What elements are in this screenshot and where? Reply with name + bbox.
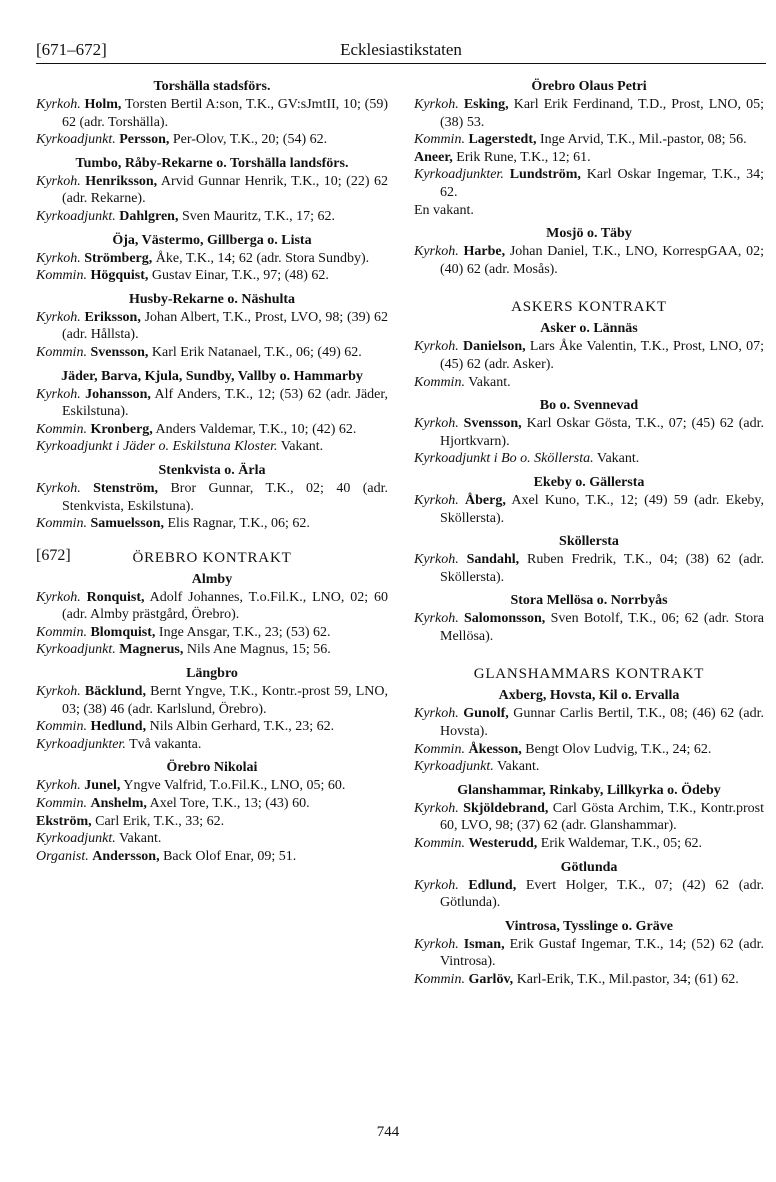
entry-name: Lundström, bbox=[509, 167, 581, 183]
clergy-entry bbox=[414, 96, 764, 131]
parish-heading: Örebro Nikolai bbox=[166, 760, 258, 776]
entry-name: Westerudd, bbox=[468, 836, 538, 852]
parish-section bbox=[414, 782, 764, 853]
clergy-entry bbox=[36, 777, 388, 795]
parish-heading: Örebro Olaus Petri bbox=[531, 79, 647, 94]
entry-text: Evert Holger, T.K., 07; (42) 62 (adr. Götlunda). bbox=[440, 877, 765, 911]
right-kontrakts bbox=[414, 296, 764, 988]
parish-heading: Längbro bbox=[186, 666, 238, 682]
entry-text: Gustav Einar, T.K., 97; (48) 62. bbox=[151, 268, 329, 284]
entry-role: Kommin. bbox=[414, 741, 465, 757]
clergy-entry bbox=[36, 624, 388, 642]
clergy-entry bbox=[414, 758, 764, 776]
entry-text: Erik Gustaf Ingemar, T.K., 14; (52) 62 (adr. Vintrosa). bbox=[440, 936, 765, 970]
parish-heading: Husby-Rekarne o. Näshulta bbox=[128, 291, 296, 307]
entry-text: Lars Åke Valentin, T.K., Prost, LNO, 07; (45) 62 (adr. Asker). bbox=[440, 339, 765, 372]
header-rule bbox=[36, 63, 766, 64]
entry-name: Edlund, bbox=[468, 877, 517, 893]
parish-heading: Almby bbox=[191, 571, 233, 587]
clergy-entry bbox=[414, 415, 764, 450]
parish-section bbox=[414, 474, 764, 527]
entry-text: Karl Oskar Ingemar, T.K., 34; 62. bbox=[440, 167, 765, 200]
entry-role: Kommin. bbox=[36, 624, 87, 640]
parish-heading: Asker o. Lännäs bbox=[540, 321, 638, 337]
entry-text: Elis Ragnar, T.K., 06; 62. bbox=[167, 516, 310, 532]
entry-name: Holm, bbox=[84, 97, 122, 112]
parish-heading: Stenkvista o. Ärla bbox=[158, 462, 266, 478]
parish-section bbox=[36, 155, 388, 226]
entry-role: Kyrkoh. bbox=[414, 877, 459, 893]
clergy-entry bbox=[36, 589, 388, 624]
entry-text: Vakant. bbox=[596, 451, 640, 467]
clergy-entry bbox=[36, 421, 388, 439]
clergy-entry bbox=[36, 386, 388, 421]
clergy-entry bbox=[414, 149, 764, 167]
running-title: Ecklesiastikstaten bbox=[340, 40, 462, 59]
entry-text: Vakant. bbox=[496, 759, 540, 775]
entry-text: Erik Rune, T.K., 12; 61. bbox=[456, 149, 591, 165]
entry-text: Nils Ane Magnus, 15; 56. bbox=[186, 642, 331, 658]
parish-heading: Öja, Västermo, Gillberga o. Lista bbox=[112, 232, 312, 248]
clergy-entry bbox=[414, 338, 764, 373]
kontrakt-blocks bbox=[414, 687, 764, 988]
clergy-entry bbox=[36, 267, 388, 285]
entry-role: Kyrkoh. bbox=[36, 589, 81, 605]
kontrakt-title: GLANSHAMMARS KONTRAKT bbox=[473, 666, 705, 683]
entry-text: Alf Anders, T.K., 12; (53) 62 (adr. Jäder, Eskilstuna). bbox=[62, 386, 389, 420]
entry-role: Kyrkoh. bbox=[414, 936, 459, 952]
parish-heading: Tumbo, Råby-Rekarne o. Torshälla landsförs. bbox=[75, 155, 349, 171]
clergy-entry bbox=[414, 551, 764, 586]
entry-role: Kyrkoadjunkt. bbox=[414, 759, 494, 775]
entry-name: Svensson, bbox=[463, 416, 522, 432]
entry-name: Strömberg, bbox=[84, 250, 153, 266]
entry-name: Gunolf, bbox=[463, 706, 509, 722]
parish-heading: Glanshammar, Rinkaby, Lillkyrka o. Ödeby bbox=[457, 782, 721, 798]
entry-role: Kyrkoh. bbox=[36, 778, 81, 794]
entry-name: Svensson, bbox=[90, 344, 149, 360]
entry-text: Inge Arvid, T.K., Mil.-pastor, 08; 56. bbox=[540, 132, 747, 148]
parish-section bbox=[414, 397, 764, 468]
entry-name: Sandahl, bbox=[466, 552, 520, 568]
entry-role: Kyrkoadjunkt i Jäder o. Eskilstuna Kloster. bbox=[36, 439, 278, 455]
entry-role: Kyrkoh. bbox=[414, 97, 459, 112]
parish-heading: Stora Mellösa o. Norrbyås bbox=[510, 593, 668, 609]
entry-name: Lagerstedt, bbox=[468, 132, 537, 148]
entry-role: Kommin. bbox=[36, 344, 87, 360]
entry-text: Bror Gunnar, T.K., 02; 40 (adr. Stenkvista, Eskilstuna). bbox=[62, 480, 388, 514]
entry-role: Kyrkoh. bbox=[36, 684, 81, 700]
clergy-entry bbox=[36, 173, 388, 208]
clergy-entry bbox=[414, 741, 764, 759]
clergy-entry bbox=[36, 641, 388, 659]
entry-text: Gunnar Carlis Bertil, T.K., 08; (46) 62 (adr. Hovsta). bbox=[440, 706, 764, 740]
entry-name: Salomonsson, bbox=[463, 611, 546, 627]
entry-text: Två vakanta. bbox=[129, 736, 202, 752]
entry-text: Johan Albert, T.K., Prost, LVO, 98; (39) 62 (adr. Hållsta). bbox=[62, 309, 389, 343]
clergy-entry bbox=[36, 795, 388, 813]
entry-name: Eriksson, bbox=[84, 309, 141, 325]
entry-role: Kommin. bbox=[36, 268, 87, 284]
entry-name: Anshelm, bbox=[90, 796, 147, 812]
clergy-entry bbox=[414, 936, 764, 971]
entry-role: Kyrkoadjunkt i Bo o. Sköllersta. bbox=[414, 451, 594, 467]
entry-role: Kyrkoh. bbox=[414, 339, 459, 355]
clergy-entry bbox=[414, 243, 764, 278]
entry-name: Skjöldebrand, bbox=[463, 800, 549, 816]
entry-name: Åberg, bbox=[465, 492, 506, 508]
entry-role: Kommin. bbox=[36, 516, 87, 532]
page-number: 744 bbox=[376, 1124, 400, 1140]
clergy-entry bbox=[36, 309, 388, 344]
entry-text: Bengt Olov Ludvig, T.K., 24; 62. bbox=[525, 741, 712, 757]
clergy-entry bbox=[414, 492, 764, 527]
clergy-entry bbox=[36, 438, 388, 456]
clergy-entry bbox=[36, 813, 388, 831]
right-blocks bbox=[414, 78, 764, 278]
kontrakt-title: ÖREBRO KONTRAKT bbox=[132, 549, 292, 566]
entry-name: Harbe, bbox=[463, 244, 506, 260]
entry-name: Ronquist, bbox=[86, 589, 145, 605]
parish-section bbox=[36, 368, 388, 456]
entry-text: Åke, T.K., 14; 62 (adr. Stora Sundby). bbox=[155, 250, 370, 266]
entry-text: Inge Ansgar, T.K., 23; (53) 62. bbox=[158, 624, 331, 640]
clergy-entry bbox=[36, 96, 388, 131]
entry-text: Torsten Bertil A:son, T.K., GV:sJmtII, 10; (59) 62 (adr. Torshälla). bbox=[62, 97, 389, 130]
entry-role: Kyrkoadjunkter. bbox=[36, 736, 126, 752]
parish-section bbox=[36, 462, 388, 533]
entry-text: Anders Valdemar, T.K., 10; (42) 62. bbox=[155, 421, 357, 437]
entry-role: Kyrkoadjunkt. bbox=[36, 208, 116, 224]
entry-name: Åkesson, bbox=[468, 741, 522, 757]
entry-name: Stenström, bbox=[93, 480, 159, 496]
entry-text: Karl Erik Ferdinand, T.D., Prost, LNO, 05; (38) 53. bbox=[440, 97, 764, 130]
entry-name: Aneer, bbox=[414, 149, 453, 165]
entry-role: Kyrkoh. bbox=[36, 97, 81, 112]
clergy-entry bbox=[414, 166, 764, 201]
entry-name: Junel, bbox=[84, 778, 121, 794]
parish-heading: Vintrosa, Tysslinge o. Gräve bbox=[505, 918, 673, 934]
entry-role: Kommin. bbox=[36, 796, 87, 812]
entry-text: Karl-Erik, T.K., Mil.pastor, 34; (61) 62. bbox=[516, 972, 739, 987]
parish-heading: Torshälla stadsförs. bbox=[153, 79, 271, 94]
entry-role: Organist. bbox=[36, 848, 89, 864]
parish-section bbox=[414, 918, 764, 989]
entry-text: Axel Kuno, T.K., 12; (49) 59 (adr. Ekeby, Sköllersta). bbox=[440, 492, 765, 526]
parish-heading: Ekeby o. Gällersta bbox=[533, 474, 645, 490]
entry-text: Sven Botolf, T.K., 06; 62 (adr. Stora Mellösa). bbox=[440, 611, 765, 644]
left-column bbox=[36, 78, 388, 865]
entry-text: Per-Olov, T.K., 20; (54) 62. bbox=[172, 132, 328, 148]
entry-text: Karl Erik Natanael, T.K., 06; (49) 62. bbox=[151, 344, 362, 360]
entry-text: Sven Mauritz, T.K., 17; 62. bbox=[181, 208, 336, 224]
parish-section bbox=[414, 78, 764, 219]
parish-section bbox=[414, 533, 764, 586]
right-column bbox=[414, 78, 764, 989]
clergy-entry bbox=[414, 705, 764, 740]
clergy-entry bbox=[414, 835, 764, 853]
parish-section bbox=[414, 320, 764, 391]
clergy-entry bbox=[36, 208, 388, 226]
entry-name: Kronberg, bbox=[90, 421, 153, 437]
entry-name: Bäcklund, bbox=[84, 684, 146, 700]
entry-name: Henriksson, bbox=[85, 173, 158, 189]
entry-name: Högquist, bbox=[90, 268, 149, 284]
kontrakt-page-ref: [672] bbox=[36, 546, 71, 564]
parish-heading: Sköllersta bbox=[559, 534, 619, 550]
entry-role: Kommin. bbox=[414, 836, 465, 852]
entry-name: Magnerus, bbox=[119, 642, 184, 658]
entry-role: Kyrkoadjunkt. bbox=[36, 132, 116, 148]
parish-heading: Axberg, Hovsta, Kil o. Ervalla bbox=[498, 688, 680, 704]
parish-section bbox=[36, 232, 388, 285]
entry-text: Nils Albin Gerhard, T.K., 23; 62. bbox=[149, 719, 335, 735]
entry-text: Johan Daniel, T.K., LNO, KorrespGAA, 02; (40) 62 (adr. Mosås). bbox=[440, 244, 764, 277]
entry-text: Vakant. bbox=[468, 374, 511, 390]
parish-section bbox=[36, 759, 388, 865]
clergy-entry bbox=[414, 610, 764, 645]
entry-role: Kyrkoadjunkt. bbox=[36, 831, 116, 847]
entry-role: Kyrkoadjunkter. bbox=[414, 167, 504, 183]
entry-text: Vakant. bbox=[118, 831, 162, 847]
entry-role: Kyrkoh. bbox=[36, 309, 81, 325]
orebro-blocks bbox=[36, 571, 388, 866]
clergy-entry bbox=[36, 736, 388, 754]
clergy-entry bbox=[36, 131, 388, 149]
page-header bbox=[36, 40, 766, 66]
entry-role: Kyrkoh. bbox=[36, 480, 81, 496]
clergy-entry bbox=[36, 830, 388, 848]
entry-role: Kyrkoadjunkt. bbox=[36, 642, 116, 658]
entry-role: Kommin. bbox=[414, 374, 465, 390]
entry-name: Andersson, bbox=[92, 848, 160, 864]
entry-role: Kyrkoh. bbox=[414, 416, 459, 432]
entry-text: Vakant. bbox=[280, 439, 324, 455]
parish-section bbox=[414, 859, 764, 912]
entry-text: En vakant. bbox=[414, 202, 474, 218]
entry-name: Ekström, bbox=[36, 813, 92, 829]
entry-text: Ruben Fredrik, T.K., 04; (38) 62 (adr. Sköllersta). bbox=[440, 552, 764, 585]
entry-text: Carl Erik, T.K., 33; 62. bbox=[95, 813, 225, 829]
parish-section bbox=[36, 665, 388, 753]
entry-text: Axel Tore, T.K., 13; (43) 60. bbox=[149, 796, 310, 812]
entry-name: Dahlgren, bbox=[119, 208, 179, 224]
entry-role: Kyrkoh. bbox=[414, 706, 459, 722]
parish-section bbox=[414, 687, 764, 775]
parish-section bbox=[36, 291, 388, 362]
kontrakt-heading-row bbox=[36, 547, 388, 569]
entry-text: Erik Waldemar, T.K., 05; 62. bbox=[540, 836, 703, 852]
entry-role: Kyrkoh. bbox=[414, 244, 459, 260]
entry-role: Kyrkoh. bbox=[414, 492, 459, 508]
entry-role: Kyrkoh. bbox=[414, 800, 459, 816]
entry-role: Kommin. bbox=[36, 421, 87, 437]
entry-role: Kyrkoh. bbox=[36, 386, 81, 402]
clergy-entry bbox=[414, 877, 764, 912]
entry-name: Garlöv, bbox=[468, 972, 514, 987]
entry-role: Kyrkoh. bbox=[414, 611, 459, 627]
entry-text: Back Olof Enar, 09; 51. bbox=[163, 848, 297, 864]
clergy-entry bbox=[36, 718, 388, 736]
parish-section bbox=[36, 571, 388, 659]
entry-text: Yngve Valfrid, T.o.Fil.K., LNO, 05; 60. bbox=[123, 778, 346, 794]
clergy-entry bbox=[36, 848, 388, 866]
clergy-entry bbox=[36, 683, 388, 718]
clergy-entry bbox=[414, 971, 764, 989]
parish-heading: Götlunda bbox=[560, 859, 618, 875]
entry-name: Persson, bbox=[119, 132, 170, 148]
entry-name: Danielson, bbox=[463, 339, 526, 355]
clergy-entry bbox=[36, 515, 388, 533]
page-range: [671–672] bbox=[36, 40, 107, 59]
parish-heading: Mosjö o. Täby bbox=[546, 226, 632, 242]
entry-name: Samuelsson, bbox=[90, 516, 164, 532]
entry-name: Esking, bbox=[463, 97, 509, 112]
entry-text: Adolf Johannes, T.o.Fil.K., LNO, 02; 60 (adr. Almby prästgård, Örebro). bbox=[62, 589, 388, 623]
entry-name: Johansson, bbox=[85, 386, 151, 402]
left-blocks bbox=[36, 78, 388, 533]
clergy-entry bbox=[414, 202, 764, 220]
entry-text: Carl Gösta Archim, T.K., Kontr.prost 60, LVO, 98; (37) 62 (adr. Glanshammar). bbox=[440, 800, 765, 834]
entry-role: Kommin. bbox=[36, 719, 87, 735]
clergy-entry bbox=[414, 800, 764, 835]
kontrakt-title: ASKERS KONTRAKT bbox=[511, 299, 667, 316]
entry-text: Karl Oskar Gösta, T.K., 07; (45) 62 (adr. Hjortkvarn). bbox=[440, 416, 765, 449]
clergy-entry bbox=[414, 131, 764, 149]
parish-heading: Bo o. Svennevad bbox=[539, 398, 639, 414]
parish-heading: Jäder, Barva, Kjula, Sundby, Vallby o. Hammarby bbox=[61, 368, 363, 384]
entry-role: Kyrkoh. bbox=[36, 173, 81, 189]
clergy-entry bbox=[36, 480, 388, 515]
parish-section bbox=[414, 592, 764, 645]
entry-role: Kyrkoh. bbox=[36, 250, 81, 266]
clergy-entry bbox=[36, 344, 388, 362]
entry-text: Bernt Yngve, T.K., Kontr.-prost 59, LNO, 03; (38) 46 (adr. Karlslund, Örebro). bbox=[62, 684, 388, 717]
entry-name: Blomquist, bbox=[90, 624, 156, 640]
entry-name: Isman, bbox=[463, 936, 505, 952]
clergy-entry bbox=[36, 250, 388, 268]
entry-name: Hedlund, bbox=[90, 719, 147, 735]
parish-section bbox=[414, 225, 764, 278]
parish-section bbox=[36, 78, 388, 149]
entry-role: Kommin. bbox=[414, 972, 465, 987]
entry-text: Arvid Gunnar Henrik, T.K., 10; (22) 62 (adr. Rekarne). bbox=[62, 173, 389, 207]
entry-role: Kyrkoh. bbox=[414, 552, 459, 568]
clergy-entry bbox=[414, 374, 764, 392]
clergy-entry bbox=[414, 450, 764, 468]
kontrakt-blocks bbox=[414, 320, 764, 645]
entry-role: Kommin. bbox=[414, 132, 465, 148]
